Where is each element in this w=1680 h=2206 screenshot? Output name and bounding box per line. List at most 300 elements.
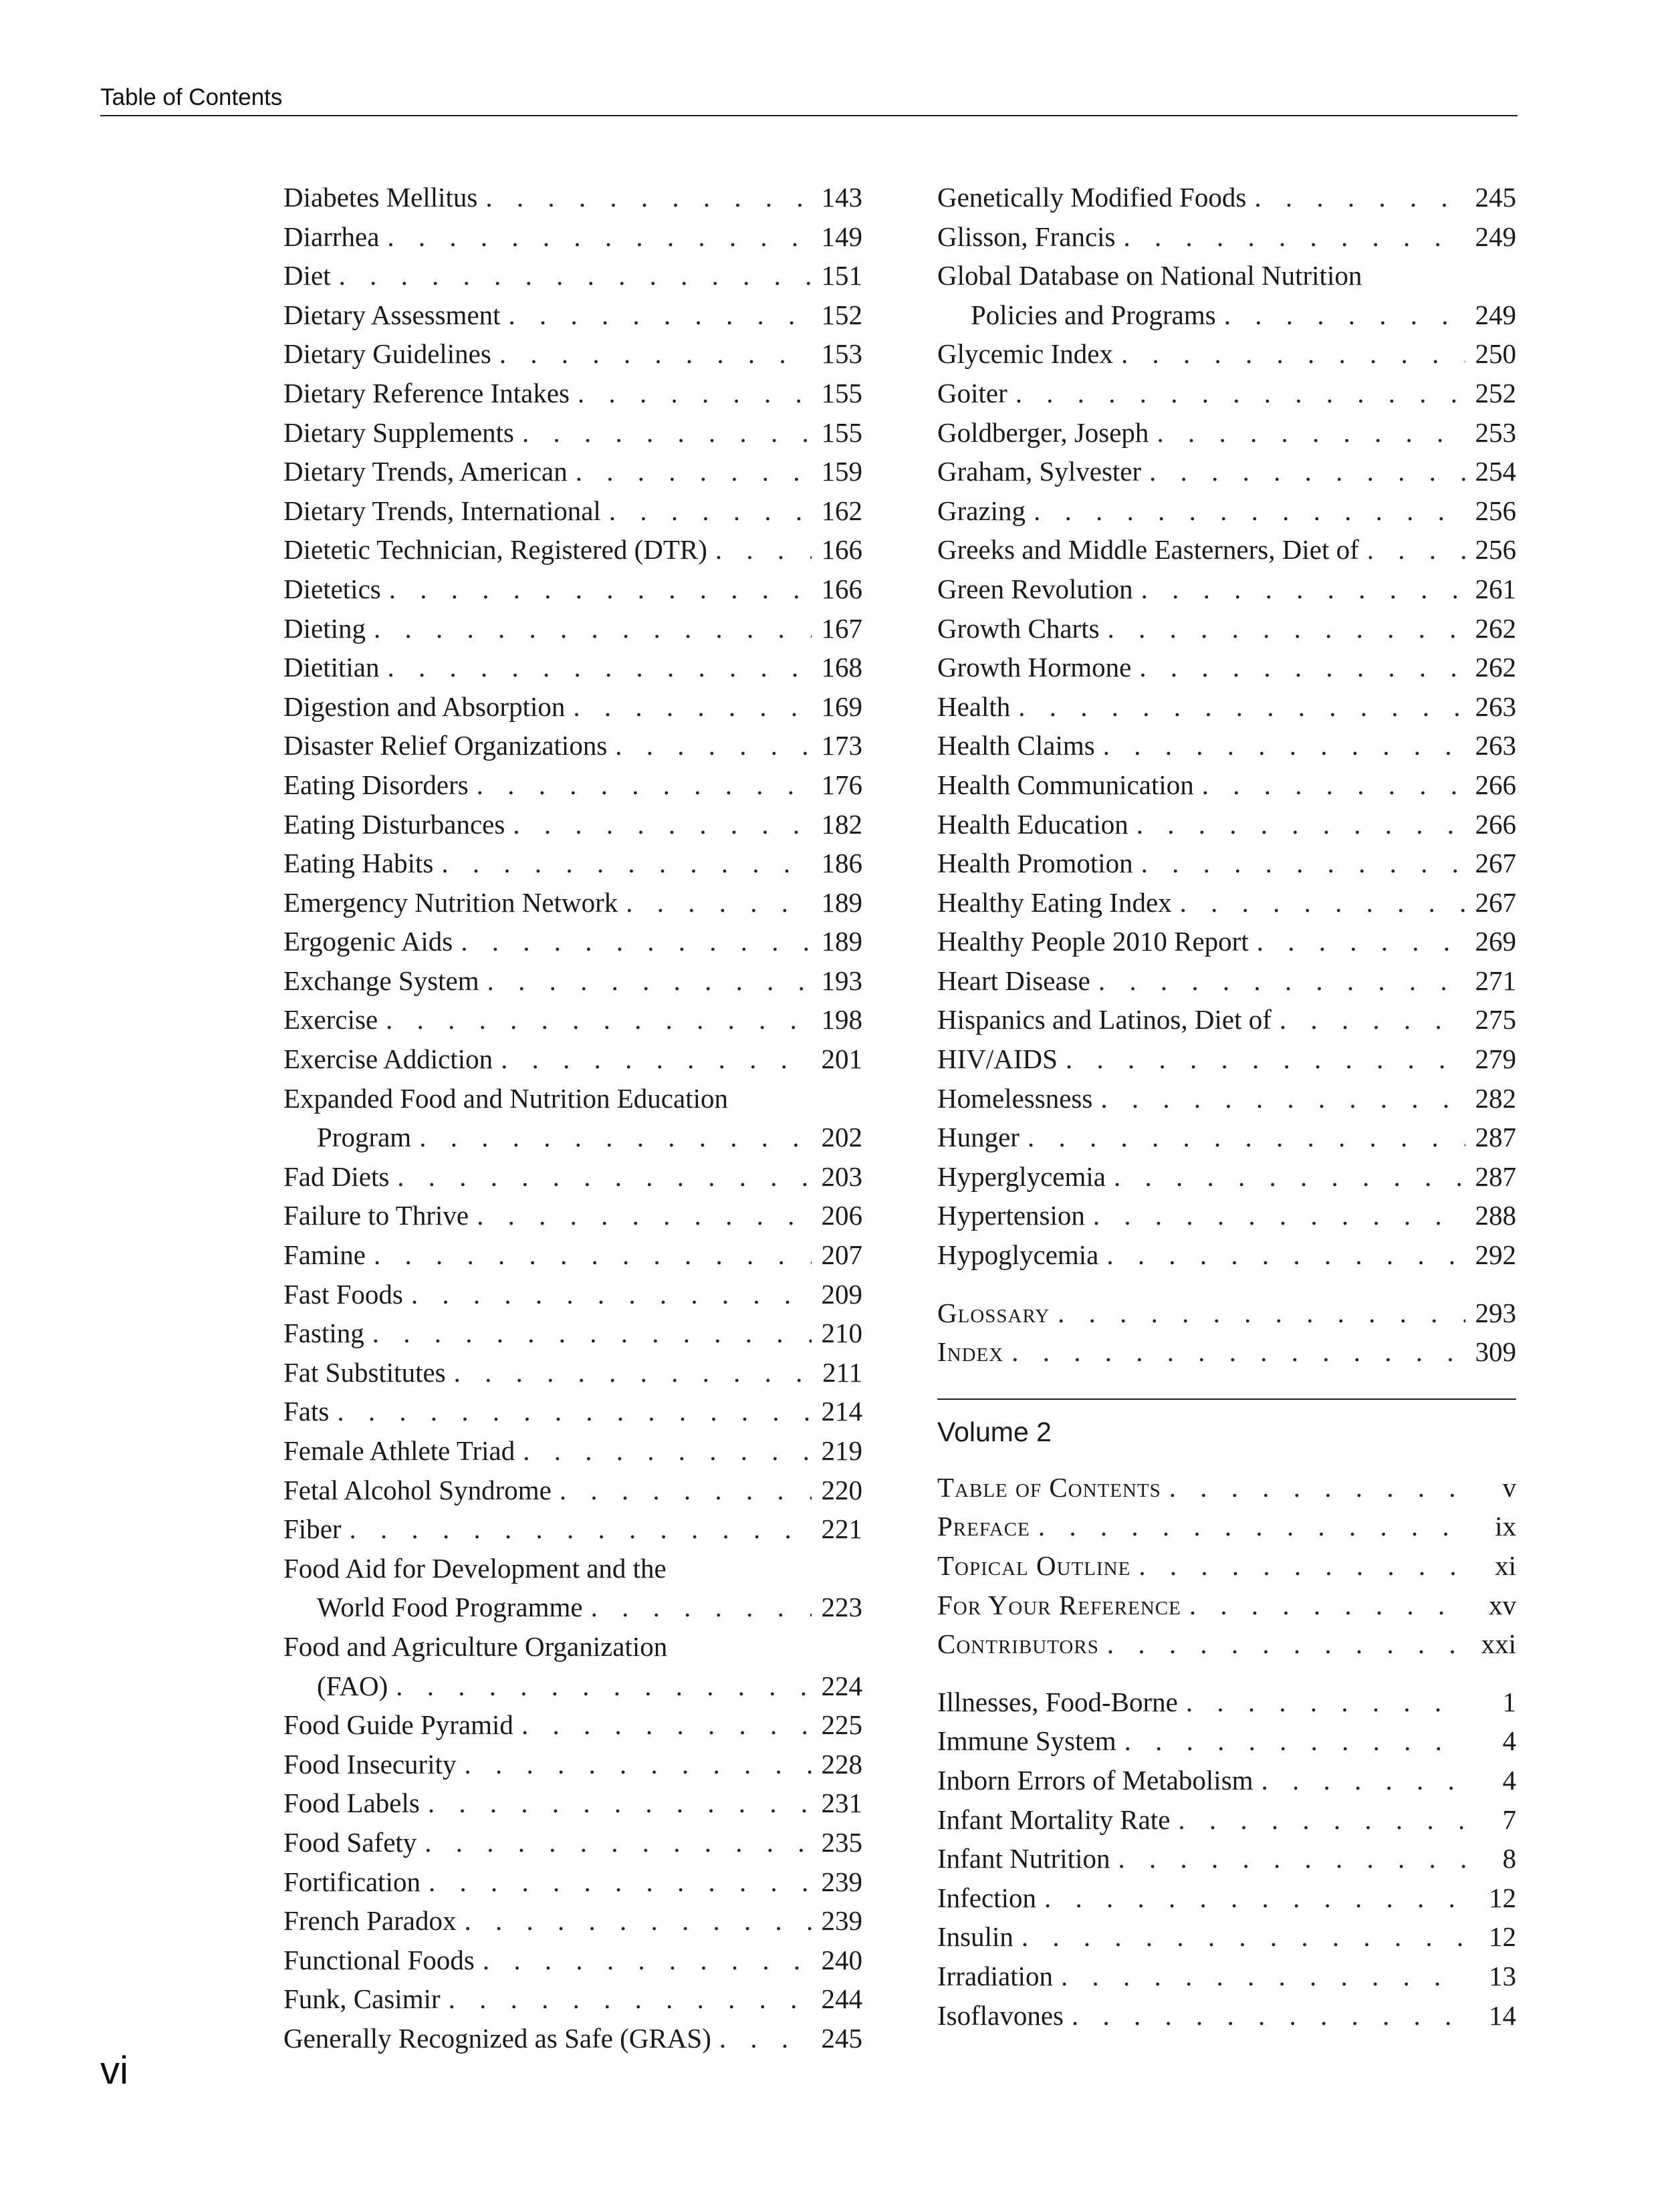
toc-entry-title: Fetal Alcohol Syndrome xyxy=(283,1474,552,1505)
toc-entry-page: 162 xyxy=(821,495,862,526)
toc-entry-page: 225 xyxy=(821,1709,862,1741)
toc-entry[interactable] xyxy=(937,1507,1516,1546)
toc-entry-page: 189 xyxy=(821,886,862,918)
toc-entry-page: 173 xyxy=(821,730,862,761)
toc-entry-title: Index xyxy=(937,1336,1004,1368)
toc-entry-title: Generally Recognized as Safe (GRAS) xyxy=(283,2022,711,2054)
toc-entry-title: Dietary Trends, American xyxy=(283,456,568,487)
toc-entry[interactable] xyxy=(283,844,862,883)
toc-entry[interactable] xyxy=(283,1314,862,1353)
toc-entry[interactable] xyxy=(283,1353,862,1392)
toc-entry-title: Eating Disorders xyxy=(283,769,469,800)
toc-entry[interactable] xyxy=(283,1549,862,1627)
toc-entry-page: 263 xyxy=(1475,691,1516,722)
toc-entry[interactable] xyxy=(283,1901,862,1941)
dot-leader xyxy=(1018,687,1465,727)
toc-entry[interactable] xyxy=(283,1431,862,1471)
toc-entry-title: Growth Charts xyxy=(937,612,1100,644)
toc-entry[interactable] xyxy=(937,805,1516,844)
toc-entry-page: 287 xyxy=(1475,1122,1516,1153)
toc-entry-title: Fad Diets xyxy=(283,1160,390,1192)
toc-entry-page: 267 xyxy=(1475,848,1516,879)
toc-entry-page: 223 xyxy=(821,1592,862,1623)
dot-leader xyxy=(487,961,812,1001)
toc-entry[interactable] xyxy=(283,1079,862,1157)
dot-leader xyxy=(1254,178,1465,217)
toc-entry-title: Female Athlete Triad xyxy=(283,1435,515,1466)
dot-leader xyxy=(428,1784,812,1823)
toc-entry-page: 149 xyxy=(821,221,862,252)
dot-leader xyxy=(1058,1294,1465,1333)
toc-entry[interactable] xyxy=(283,1039,862,1079)
toc-entry-page: 1 xyxy=(1502,1686,1516,1717)
toc-entry-title: For Your Reference xyxy=(937,1589,1181,1620)
toc-entry-page: 288 xyxy=(1475,1200,1516,1231)
toc-entry[interactable] xyxy=(937,491,1516,531)
dot-leader xyxy=(576,452,812,491)
toc-entry[interactable] xyxy=(937,883,1516,923)
toc-entry-title: Food Guide Pyramid xyxy=(283,1709,513,1741)
toc-entry[interactable] xyxy=(937,1800,1516,1840)
dot-leader xyxy=(513,805,812,844)
toc-entry[interactable] xyxy=(937,1761,1516,1800)
toc-entry-page: 159 xyxy=(821,456,862,487)
toc-entry[interactable] xyxy=(283,1705,862,1745)
toc-entry[interactable] xyxy=(937,1721,1516,1761)
toc-entry-title: Health Promotion xyxy=(937,848,1133,879)
dot-leader xyxy=(419,1118,812,1157)
toc-entry-title: Exercise Addiction xyxy=(283,1044,493,1075)
toc-entry-page: xv xyxy=(1489,1589,1516,1620)
toc-entry-page: 293 xyxy=(1475,1297,1516,1328)
toc-entry[interactable] xyxy=(937,922,1516,961)
toc-entry-page: 143 xyxy=(821,182,862,213)
toc-entry[interactable] xyxy=(937,1079,1516,1118)
toc-entry-title: Fat Substitutes xyxy=(283,1356,446,1388)
toc-entry-title: Inborn Errors of Metabolism xyxy=(937,1764,1253,1796)
dot-leader xyxy=(609,491,812,531)
dot-leader xyxy=(386,1000,812,1039)
toc-entry-page: 13 xyxy=(1489,1960,1516,1991)
toc-entry[interactable] xyxy=(283,1392,862,1431)
toc-entry-page: 249 xyxy=(1475,299,1516,330)
toc-entry-page: 169 xyxy=(821,691,862,722)
toc-entry-page: 266 xyxy=(1475,808,1516,840)
toc-entry-title: Green Revolution xyxy=(937,573,1133,604)
toc-entry-title: Dietary Supplements xyxy=(283,416,515,448)
toc-entry-title-continued: Program xyxy=(317,1122,412,1153)
toc-entry[interactable] xyxy=(283,922,862,961)
toc-entry[interactable] xyxy=(283,530,862,570)
dot-leader xyxy=(1180,883,1465,923)
toc-entry[interactable] xyxy=(937,1546,1516,1586)
dot-leader xyxy=(1139,648,1465,687)
dot-leader xyxy=(477,1196,812,1235)
toc-entry[interactable] xyxy=(937,726,1516,765)
toc-entry-page: v xyxy=(1502,1471,1516,1503)
toc-entry-title: Fasting xyxy=(283,1318,364,1349)
toc-entry-title: Exercise xyxy=(283,1004,378,1035)
dot-leader xyxy=(1098,961,1465,1001)
dot-leader xyxy=(626,883,812,923)
dot-leader xyxy=(1061,1957,1465,1996)
toc-entry-title: HIV/AIDS xyxy=(937,1044,1058,1075)
toc-entry-page: 221 xyxy=(821,1513,862,1545)
toc-entry[interactable] xyxy=(937,1996,1516,2036)
toc-entry-title: Dietary Assessment xyxy=(283,299,501,330)
dot-leader xyxy=(483,1941,812,1980)
dot-leader xyxy=(499,334,812,374)
toc-entry-title: Diarrhea xyxy=(283,221,380,252)
dot-leader xyxy=(523,1431,812,1471)
toc-entry-page: 4 xyxy=(1502,1725,1516,1757)
dot-leader xyxy=(1011,1332,1465,1372)
toc-entry-page: 189 xyxy=(821,926,862,957)
toc-entry-title: Hypoglycemia xyxy=(937,1239,1099,1271)
dot-leader xyxy=(1186,1683,1465,1722)
toc-entry-title: Fats xyxy=(283,1396,330,1427)
dot-leader xyxy=(560,1471,812,1510)
dot-leader xyxy=(372,1314,812,1353)
toc-entry[interactable] xyxy=(937,1683,1516,1722)
dot-leader xyxy=(1157,413,1465,453)
dot-leader xyxy=(1149,452,1465,491)
toc-entry-title: Immune System xyxy=(937,1725,1116,1757)
toc-entry-page: 262 xyxy=(1475,652,1516,683)
toc-entry-page: 8 xyxy=(1502,1843,1516,1874)
toc-entry-page: 253 xyxy=(1475,416,1516,448)
toc-entry-page: 309 xyxy=(1475,1336,1516,1368)
toc-entry[interactable] xyxy=(283,1979,862,2019)
toc-entry-page: 182 xyxy=(821,808,862,840)
running-head: Table of Contents xyxy=(100,84,283,110)
toc-entry-title: Digestion and Absorption xyxy=(283,691,566,722)
dot-leader xyxy=(1093,1196,1465,1235)
toc-entry-title: Exchange System xyxy=(283,965,479,996)
toc-entry-page: 186 xyxy=(821,848,862,879)
toc-entry-title: Health xyxy=(937,691,1011,722)
toc-entry-title: Emergency Nutrition Network xyxy=(283,886,618,918)
toc-entry-title: Eating Disturbances xyxy=(283,808,505,840)
toc-entry[interactable] xyxy=(283,2019,862,2058)
toc-entry-page: 155 xyxy=(821,416,862,448)
toc-entry-page: 269 xyxy=(1475,926,1516,957)
toc-entry-title: Disaster Relief Organizations xyxy=(283,730,608,761)
toc-entry[interactable] xyxy=(283,334,862,374)
toc-entry[interactable] xyxy=(937,1917,1516,1957)
dot-leader xyxy=(485,178,812,217)
toc-entry-title: Irradiation xyxy=(937,1960,1054,1991)
toc-entry-page: 151 xyxy=(821,260,862,291)
toc-entry-title: Hunger xyxy=(937,1122,1019,1153)
toc-entry-title: Infant Mortality Rate xyxy=(937,1804,1171,1835)
toc-entry[interactable] xyxy=(283,374,862,413)
dot-leader xyxy=(1044,1878,1465,1918)
toc-entry-page: 256 xyxy=(1475,495,1516,526)
toc-entry-page: 254 xyxy=(1475,456,1516,487)
toc-entry-page: 244 xyxy=(821,1983,862,2015)
toc-entry[interactable] xyxy=(937,374,1516,413)
dot-leader xyxy=(1015,374,1465,413)
toc-entry-title: Food Safety xyxy=(283,1826,417,1858)
toc-entry-page: ix xyxy=(1495,1511,1516,1542)
toc-entry[interactable] xyxy=(283,687,862,727)
toc-entry-title: Food Labels xyxy=(283,1788,420,1819)
dot-leader xyxy=(715,530,812,570)
toc-entry-title: Table of Contents xyxy=(937,1471,1161,1503)
toc-entry[interactable] xyxy=(283,1196,862,1235)
toc-entry[interactable] xyxy=(937,334,1516,374)
dot-leader xyxy=(1169,1468,1465,1507)
toc-entry[interactable] xyxy=(283,765,862,805)
toc-entry-page: 256 xyxy=(1475,534,1516,566)
dot-leader xyxy=(1257,922,1465,961)
toc-entry-title: Homelessness xyxy=(937,1082,1093,1114)
toc-entry-page: 261 xyxy=(1475,573,1516,604)
toc-entry-title: Diet xyxy=(283,260,331,291)
toc-entry[interactable] xyxy=(937,1294,1516,1333)
toc-entry-title: Topical Outline xyxy=(937,1550,1131,1581)
toc-entry[interactable] xyxy=(937,1118,1516,1157)
toc-entry-page: 155 xyxy=(821,377,862,408)
toc-entry[interactable] xyxy=(283,726,862,765)
toc-entry[interactable] xyxy=(937,1586,1516,1625)
toc-entry-title: Dietetics xyxy=(283,573,381,604)
toc-entry[interactable] xyxy=(937,413,1516,453)
dot-leader xyxy=(501,1039,812,1079)
toc-entry-title: Food and Agriculture Organization xyxy=(283,1630,668,1662)
toc-entry[interactable] xyxy=(937,1878,1516,1918)
toc-entry[interactable] xyxy=(283,1745,862,1784)
toc-entry[interactable] xyxy=(937,1000,1516,1039)
toc-entry[interactable] xyxy=(283,1509,862,1549)
dot-leader xyxy=(1224,295,1465,335)
toc-entry[interactable] xyxy=(283,1823,862,1862)
dot-leader xyxy=(1103,726,1465,765)
toc-entry-page: xxi xyxy=(1481,1628,1516,1660)
toc-entry-title: Glossary xyxy=(937,1297,1050,1328)
toc-entry[interactable] xyxy=(283,1235,862,1275)
toc-entry[interactable] xyxy=(283,491,862,531)
dot-leader xyxy=(1136,805,1465,844)
toc-entry[interactable] xyxy=(937,1039,1516,1079)
dot-leader xyxy=(1138,1546,1465,1586)
toc-entry-page: 239 xyxy=(821,1866,862,1897)
toc-entry-page: 240 xyxy=(821,1944,862,1975)
dot-leader xyxy=(389,570,812,609)
toc-entry-title: Glisson, Francis xyxy=(937,221,1116,252)
toc-entry-title: Insulin xyxy=(937,1921,1013,1953)
toc-left-column xyxy=(283,178,862,2058)
toc-entry[interactable] xyxy=(283,1157,862,1197)
dot-leader xyxy=(578,374,812,413)
dot-leader xyxy=(387,648,812,687)
toc-entry-page: 250 xyxy=(1475,338,1516,370)
toc-entry-page: 4 xyxy=(1502,1764,1516,1796)
toc-entry-title: Preface xyxy=(937,1511,1030,1542)
volume2-front-matter xyxy=(937,1468,1516,1664)
toc-entry[interactable] xyxy=(937,217,1516,257)
toc-entry-page: 231 xyxy=(821,1788,862,1819)
toc-entry[interactable] xyxy=(937,844,1516,883)
toc-entry[interactable] xyxy=(937,570,1516,609)
toc-entry[interactable] xyxy=(937,765,1516,805)
toc-entry[interactable] xyxy=(937,1332,1516,1372)
toc-entry[interactable] xyxy=(283,1471,862,1510)
toc-entry-page: 211 xyxy=(822,1356,862,1388)
toc-entry-title: Fortification xyxy=(283,1866,421,1897)
toc-entry-page: 267 xyxy=(1475,886,1516,918)
toc-entry-page: 166 xyxy=(821,573,862,604)
toc-entry[interactable] xyxy=(283,883,862,923)
dot-leader xyxy=(1028,1118,1465,1157)
toc-entry[interactable] xyxy=(937,178,1516,217)
dot-leader xyxy=(1367,530,1465,570)
toc-entry-title: Greeks and Middle Easterners, Diet of xyxy=(937,534,1359,566)
toc-entry[interactable] xyxy=(937,609,1516,648)
toc-entry-page: 275 xyxy=(1475,1004,1516,1035)
toc-entry-title: Food Insecurity xyxy=(283,1748,457,1780)
toc-entry-title: Expanded Food and Nutrition Education xyxy=(283,1082,728,1114)
toc-entry[interactable] xyxy=(937,452,1516,491)
toc-entry-title-continued: (FAO) xyxy=(317,1670,388,1701)
toc-entry-page: 266 xyxy=(1475,769,1516,800)
toc-entry-title: Heart Disease xyxy=(937,965,1090,996)
toc-entry-page: 287 xyxy=(1475,1160,1516,1192)
toc-entry[interactable] xyxy=(937,648,1516,687)
toc-entry-title: Dieting xyxy=(283,612,366,644)
toc-entry[interactable] xyxy=(937,961,1516,1001)
toc-entry-title: Isoflavones xyxy=(937,1999,1064,2031)
toc-entry-title: Glycemic Index xyxy=(937,338,1113,370)
dot-leader xyxy=(1280,1000,1465,1039)
dot-leader xyxy=(1072,1996,1465,2036)
dot-leader xyxy=(591,1588,812,1627)
toc-entry-page: 209 xyxy=(821,1278,862,1310)
toc-entry[interactable] xyxy=(283,648,862,687)
toc-entry-title: Funk, Casimir xyxy=(283,1983,441,2015)
toc-entry-page: 7 xyxy=(1502,1804,1516,1835)
toc-entry-title: Dietetic Technician, Registered (DTR) xyxy=(283,534,707,566)
toc-entry-page: 228 xyxy=(821,1748,862,1780)
toc-entry[interactable] xyxy=(283,178,862,217)
toc-entry-title: Healthy People 2010 Report xyxy=(937,926,1249,957)
toc-back-matter xyxy=(937,1294,1516,1372)
toc-entry[interactable] xyxy=(937,530,1516,570)
dot-leader xyxy=(1107,1624,1465,1664)
toc-entry[interactable] xyxy=(283,295,862,335)
toc-entry-title: Fiber xyxy=(283,1513,342,1545)
dot-leader xyxy=(1202,765,1465,805)
toc-entry-page: 152 xyxy=(821,299,862,330)
dot-leader xyxy=(396,1667,812,1706)
toc-entry-title: Ergogenic Aids xyxy=(283,926,453,957)
toc-entry-page: 239 xyxy=(821,1905,862,1937)
dot-leader xyxy=(465,1745,812,1784)
dot-leader xyxy=(615,726,812,765)
dot-leader xyxy=(1114,1157,1465,1197)
toc-entry[interactable] xyxy=(283,609,862,648)
dot-leader xyxy=(449,1979,812,2019)
toc-entry-page: 168 xyxy=(821,652,862,683)
toc-entry-title: Health Communication xyxy=(937,769,1194,800)
toc-entry-title-continued: World Food Programme xyxy=(317,1592,583,1623)
toc-entry[interactable] xyxy=(937,1624,1516,1664)
toc-entry-page: 220 xyxy=(821,1474,862,1505)
dot-leader xyxy=(1124,1721,1465,1761)
toc-entry[interactable] xyxy=(937,1468,1516,1507)
toc-entry-title: Genetically Modified Foods xyxy=(937,182,1247,213)
dot-leader xyxy=(477,765,812,805)
page-number: vi xyxy=(100,2049,128,2092)
toc-entry-title: Goldberger, Joseph xyxy=(937,416,1149,448)
toc-entry-title: Graham, Sylvester xyxy=(937,456,1142,487)
dot-leader xyxy=(1100,1079,1465,1118)
volume2-entries xyxy=(937,1683,1516,2035)
toc-entry-title: Diabetes Mellitus xyxy=(283,182,478,213)
toc-entry[interactable] xyxy=(283,1941,862,1980)
toc-entry[interactable] xyxy=(283,805,862,844)
toc-entry[interactable] xyxy=(937,1196,1516,1235)
toc-entry-title: Functional Foods xyxy=(283,1944,475,1975)
dot-leader xyxy=(387,217,812,257)
toc-entry[interactable] xyxy=(283,1275,862,1314)
toc-entry-page: 249 xyxy=(1475,221,1516,252)
toc-entry[interactable] xyxy=(283,570,862,609)
toc-entry-page: 245 xyxy=(821,2022,862,2054)
toc-entry[interactable] xyxy=(283,1627,862,1705)
toc-entry-page: 153 xyxy=(821,338,862,370)
toc-entry[interactable] xyxy=(283,1000,862,1039)
toc-entry[interactable] xyxy=(283,961,862,1001)
toc-entry-page: 262 xyxy=(1475,612,1516,644)
dot-leader xyxy=(1066,1039,1465,1079)
toc-entry-page: 252 xyxy=(1475,377,1516,408)
toc-entry[interactable] xyxy=(283,452,862,491)
toc-entry[interactable] xyxy=(937,687,1516,727)
toc-entry-title: Dietitian xyxy=(283,652,380,683)
toc-entry-title: Illnesses, Food-Borne xyxy=(937,1686,1178,1717)
toc-entry[interactable] xyxy=(937,1157,1516,1197)
spacer xyxy=(937,1664,1516,1683)
dot-leader xyxy=(521,1705,812,1745)
toc-entry[interactable] xyxy=(937,1839,1516,1878)
toc-entry-page: 167 xyxy=(821,612,862,644)
toc-entry[interactable] xyxy=(283,217,862,257)
toc-entry[interactable] xyxy=(283,1784,862,1823)
dot-leader xyxy=(461,922,812,961)
toc-entry[interactable] xyxy=(283,256,862,295)
dot-leader xyxy=(425,1823,812,1862)
dot-leader xyxy=(719,2019,812,2058)
toc-entry-title: Dietary Guidelines xyxy=(283,338,491,370)
toc-right-entries xyxy=(937,178,1516,1275)
toc-entry[interactable] xyxy=(937,1235,1516,1275)
dot-leader xyxy=(1189,1586,1465,1625)
toc-entry[interactable] xyxy=(283,1862,862,1902)
toc-entry-page: 279 xyxy=(1475,1044,1516,1075)
toc-entry-page: 12 xyxy=(1489,1882,1516,1913)
toc-entry-page: 224 xyxy=(821,1670,862,1701)
dot-leader xyxy=(1106,1235,1465,1275)
toc-entry[interactable] xyxy=(283,413,862,453)
toc-entry-title: Goiter xyxy=(937,377,1007,408)
toc-entry-title: French Paradox xyxy=(283,1905,457,1937)
toc-entry-page: 210 xyxy=(821,1318,862,1349)
toc-entry[interactable] xyxy=(937,256,1516,334)
toc-entry[interactable] xyxy=(937,1957,1516,1996)
toc-entry-title: Infection xyxy=(937,1882,1036,1913)
